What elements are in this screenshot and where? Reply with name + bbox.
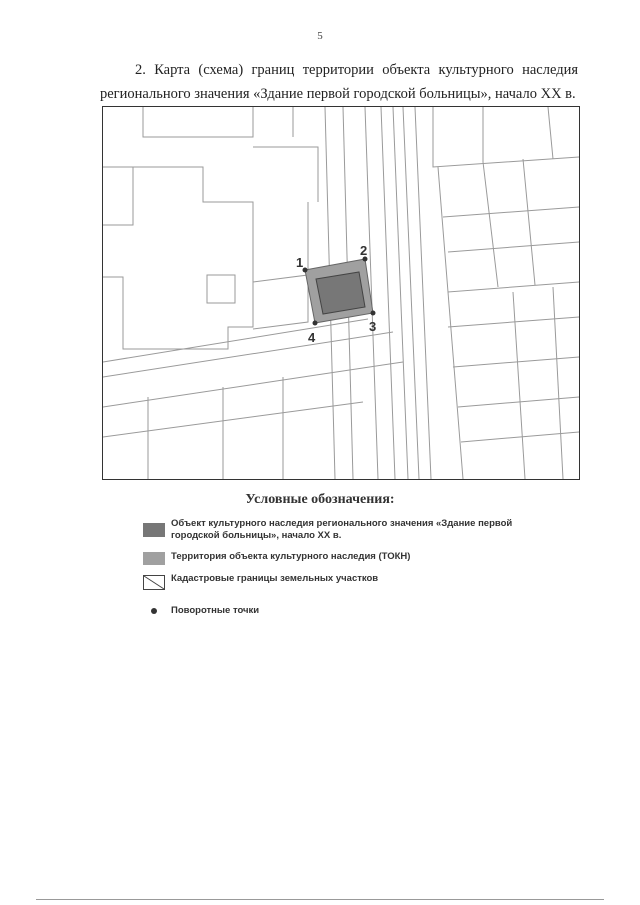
legend-item-cadastral-label: Кадастровые границы земельных участков (171, 573, 379, 584)
legend-item-object-label: Объект культурного наследия регионального значения «Здание первой городской больницы», начало XX в. (171, 518, 513, 541)
street-line (415, 107, 431, 479)
map-heading-line-1: 2. Карта (схема) границ территории объекта культурного наследия (135, 62, 578, 78)
parcel-boundary (103, 402, 363, 437)
point-label-4: 4 (308, 330, 316, 345)
turning-point-icon (151, 608, 157, 614)
legend-item-cadastral (143, 573, 543, 599)
parcel-boundary (103, 319, 368, 362)
turning-point-1 (303, 268, 308, 273)
point-label-1: 1 (296, 255, 304, 270)
map-heading (100, 58, 578, 106)
bottom-rule (36, 899, 604, 900)
page-number: 5 (317, 30, 323, 42)
heritage-object (316, 272, 365, 314)
parcel-boundary (253, 275, 308, 329)
parcel-boundary (483, 162, 498, 287)
parcel-boundary (433, 107, 579, 167)
parcel-boundary (553, 287, 563, 479)
building-annex-outline (207, 275, 235, 303)
turning-point-3 (371, 311, 376, 316)
map-heading-line-2: регионального значения «Здание первой городской больницы», начало XX в. (100, 86, 576, 102)
legend-title: Условные обозначения: (245, 492, 395, 507)
turning-point-4 (313, 321, 318, 326)
street-line (381, 107, 395, 479)
legend-item-turning-point-label: Поворотные точки (171, 605, 260, 616)
parcel-boundary (453, 357, 579, 367)
parcel-boundary (458, 397, 579, 407)
point-label-2: 2 (360, 243, 368, 258)
cadastral-map-drawing (103, 107, 579, 479)
parcel-boundary (448, 317, 579, 327)
parcel-boundary (103, 167, 133, 225)
parcel-boundary (448, 242, 579, 252)
parcel-boundary (513, 292, 525, 479)
parcel-boundary (548, 107, 553, 159)
parcel-boundary (253, 147, 318, 202)
cadastral-boundary-icon (143, 575, 165, 590)
parcel-boundary (523, 159, 535, 285)
point-label-3: 3 (369, 319, 377, 334)
legend-item-object (143, 518, 543, 546)
legend-item-territory (143, 551, 543, 567)
parcel-boundary (448, 292, 463, 479)
object-swatch (143, 523, 165, 537)
legend-item-territory-label: Территория объекта культурного наследия (ТОКН) (171, 551, 411, 562)
parcel-boundary (143, 107, 253, 137)
building-outline (103, 167, 253, 349)
legend (143, 518, 543, 619)
parcel-boundary (438, 167, 579, 292)
parcel-boundary (443, 207, 579, 217)
legend-item-turning-point (143, 605, 543, 619)
territory-swatch (143, 552, 165, 565)
cadastral-map (102, 106, 580, 480)
